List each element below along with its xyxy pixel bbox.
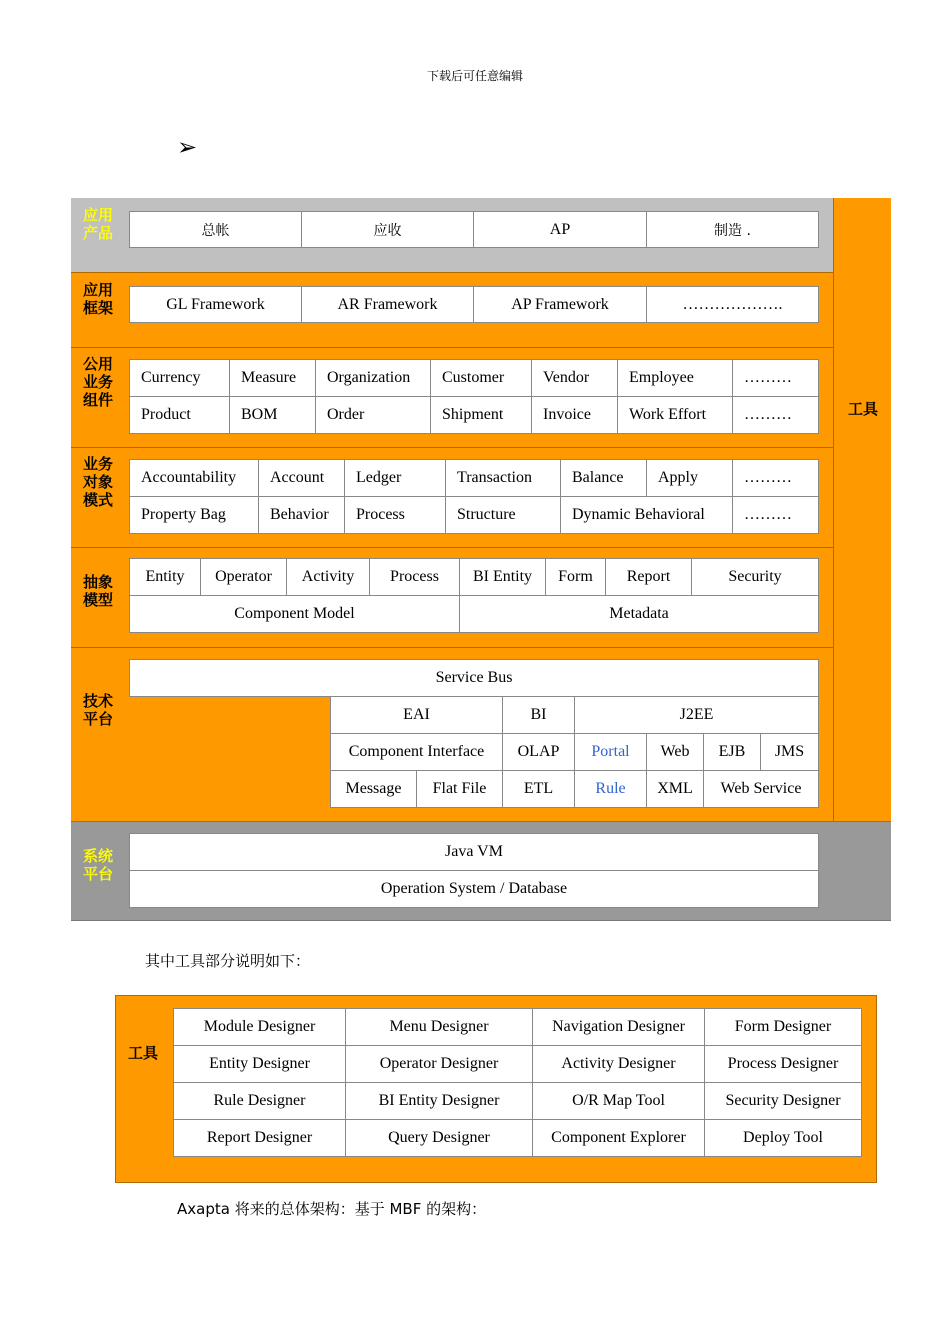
cell: Structure [445,496,561,534]
cell: Entity [129,558,201,596]
cell: Transaction [445,459,561,497]
tool-cell: BI Entity Designer [345,1082,533,1120]
cell: Work Effort [617,396,733,434]
tool-cell: Activity Designer [532,1045,705,1083]
tool-cell: Menu Designer [345,1008,533,1046]
cell: BI [502,696,575,734]
tool-cell: Report Designer [173,1119,346,1157]
cell-java-vm: Java VM [129,833,819,871]
layer-abstract-model [71,548,833,648]
layer-app-products [71,198,833,273]
cell-ap-framework: AP Framework [473,286,647,323]
arrowhead-bullet-icon: ➢ [177,135,198,161]
layer-app-framework [71,273,833,348]
tool-cell: O/R Map Tool [532,1082,705,1120]
cell: Process [369,558,460,596]
cell: Behavior [258,496,345,534]
cell: Message [330,770,417,808]
cell: Operator [200,558,287,596]
footer-text: Axapta 将来的总体架构：基于 MBF 的架构： [177,1200,487,1218]
cell: ……… [732,496,819,534]
cell-portal: Portal [574,733,647,771]
cell-os-database: Operation System / Database [129,870,819,908]
tools-label: 工具 [128,1044,159,1062]
layer-label: 业务对象模式 [83,455,114,509]
layer-common-components [71,348,833,448]
layer-label: 抽象模型 [83,573,114,609]
cell: BI Entity [459,558,546,596]
layer-label: 应用框架 [83,281,114,317]
cell: Account [258,459,345,497]
cell: Apply [646,459,733,497]
cell: J2EE [574,696,819,734]
cell: BOM [229,396,316,434]
cell: Web [646,733,704,771]
tool-cell: Navigation Designer [532,1008,705,1046]
cell: Vendor [531,359,618,397]
cell: Product [129,396,230,434]
cell: Process [344,496,446,534]
cell: EJB [703,733,761,771]
tool-cell: Entity Designer [173,1045,346,1083]
cell: ……… [732,459,819,497]
cell: Report [605,558,692,596]
tools-intro-text: 其中工具部分说明如下： [145,952,311,970]
cell: JMS [760,733,819,771]
tool-cell: Form Designer [704,1008,862,1046]
cell-ellipsis: ………………. [646,286,819,323]
cell: Order [315,396,431,434]
tool-cell: Query Designer [345,1119,533,1157]
layer-tech-platform [71,648,833,821]
cell-manufacturing: 制造 . [646,211,819,248]
cell-ar-framework: AR Framework [301,286,474,323]
cell: Web Service [703,770,819,808]
cell: Flat File [416,770,503,808]
cell: Measure [229,359,316,397]
cell: Security [691,558,819,596]
cell: Organization [315,359,431,397]
cell: Currency [129,359,230,397]
cell: Shipment [430,396,532,434]
cell-ar: 应收 [301,211,474,248]
cell-gl-framework: GL Framework [129,286,302,323]
layer-label: 应用产品 [83,206,114,242]
tool-cell: Security Designer [704,1082,862,1120]
cell: ETL [502,770,575,808]
tool-cell: Component Explorer [532,1119,705,1157]
cell-metadata: Metadata [459,595,819,633]
cell: ……… [732,359,819,397]
cell: Employee [617,359,733,397]
cell: OLAP [502,733,575,771]
cell-ap: AP [473,211,647,248]
cell-rule: Rule [574,770,647,808]
cell: Ledger [344,459,446,497]
tool-cell: Deploy Tool [704,1119,862,1157]
page-watermark: 下载后可任意编辑 [426,69,523,83]
layer-system-platform [71,821,891,921]
cell: Activity [286,558,370,596]
cell: Form [545,558,606,596]
cell: EAI [330,696,503,734]
tool-cell: Rule Designer [173,1082,346,1120]
layer-business-object-patterns [71,448,833,548]
tools-grid [173,1008,862,1158]
cell: Balance [560,459,647,497]
cell: Component Interface [330,733,503,771]
architecture-diagram [71,198,891,921]
cell: Invoice [531,396,618,434]
cell: Customer [430,359,532,397]
layer-label: 系统平台 [83,847,114,883]
cell: Property Bag [129,496,259,534]
cell-gl: 总帐 [129,211,302,248]
layer-label: 技术平台 [83,692,114,728]
tools-diagram [115,995,877,1183]
tools-column [833,198,891,821]
cell: ……… [732,396,819,434]
tool-cell: Process Designer [704,1045,862,1083]
cell: XML [646,770,704,808]
tool-cell: Module Designer [173,1008,346,1046]
cell: Dynamic Behavioral [560,496,733,534]
tools-column-label: 工具 [847,400,878,418]
cell: Accountability [129,459,259,497]
cell-service-bus: Service Bus [129,659,819,697]
layer-label: 公用业务组件 [83,355,114,409]
cell-component-model: Component Model [129,595,460,633]
tool-cell: Operator Designer [345,1045,533,1083]
